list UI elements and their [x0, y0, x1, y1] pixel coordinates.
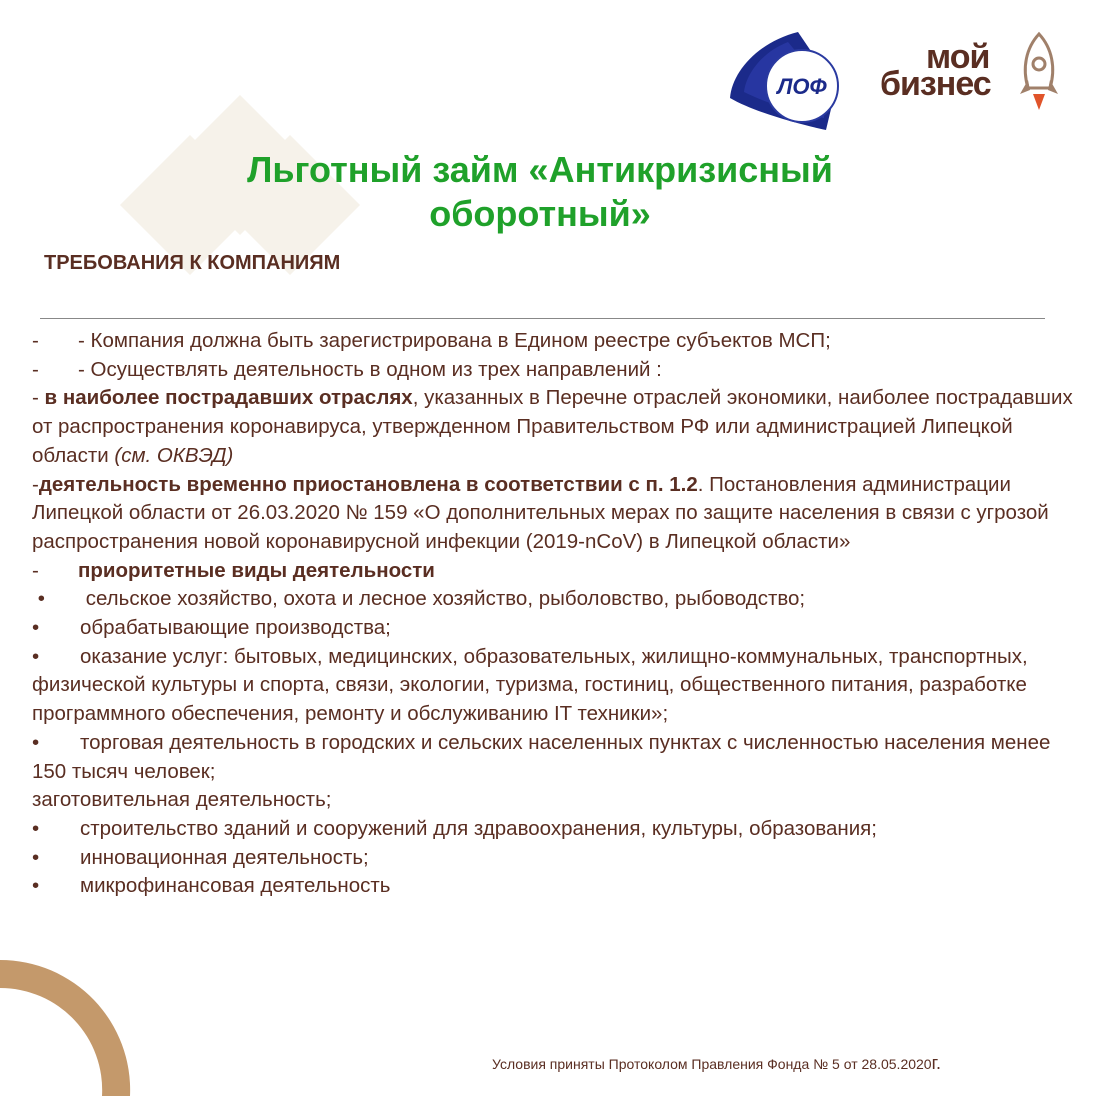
section-subtitle: ТРЕБОВАНИЯ К КОМПАНИЯМ — [44, 252, 341, 274]
page-title: Льготный займ «Антикризисный оборотный» — [247, 149, 833, 234]
footer-note: Условия приняты Протоколом Правления Фонда № 5 от 28.05.2020г. — [492, 1053, 941, 1073]
lof-logo — [728, 28, 844, 132]
bullet-item: • микрофинансовая деятельность — [32, 874, 391, 898]
divider — [40, 318, 1045, 319]
moy-biznes-wordmark: мой бизнес — [880, 38, 991, 103]
list-item: заготовительная деятельность; — [32, 788, 332, 812]
bullet-item: • сельское хозяйство, охота и лесное хозяйство, рыболовство, рыбоводство; — [37, 587, 806, 611]
list-item: - в наиболее пострадавших отраслях, указанных в Перечне отраслей экономики, наиболее пострадавших от распространения коронавируса, утвержденном Правительством РФ или администрацией Липецкой области (см. ОКВЭД) — [32, 386, 1073, 467]
bullet-item: • оказание услуг: бытовых, медицинских, образовательных, жилищно-коммунальных, транспортных, физической культуры и спорта, связи, экологии, туризма, гостиниц, общественного питания, разработке программного обеспечения, ремонту и обслуживанию IT техники»; — [32, 644, 1028, 726]
list-item: - - Осуществлять деятельность в одном из трех направлений : — [32, 357, 662, 381]
lof-logo-text: ЛОФ — [777, 74, 827, 99]
moy-biznes-logo — [880, 30, 1070, 114]
list-item: -деятельность временно приостановлена в соответствии с п. 1.2. Постановления администрации Липецкой области от 26.03.2020 № 159 «О дополнительных мерах по защите населения в связи с угрозой распространения новой коронавирусной инфекции (2019-nCoV) в Липецкой области» — [32, 472, 1049, 553]
bullet-item: • торговая деятельность в городских и сельских населенных пунктах с численностью населения менее 150 тысяч человек; — [32, 730, 1051, 783]
rocket-icon — [1016, 30, 1062, 114]
requirements-list — [32, 327, 1082, 901]
bullet-item: • строительство зданий и сооружений для здравоохранения, культуры, образования; — [32, 816, 877, 840]
decorative-arc — [0, 960, 140, 1096]
bullet-item: • обрабатывающие производства; — [32, 616, 391, 640]
list-item: - - Компания должна быть зарегистрирована в Едином реестре субъектов МСП; — [32, 329, 831, 352]
list-item: - приоритетные виды деятельности — [32, 558, 435, 582]
bullet-item: • инновационная деятельность; — [32, 845, 369, 869]
